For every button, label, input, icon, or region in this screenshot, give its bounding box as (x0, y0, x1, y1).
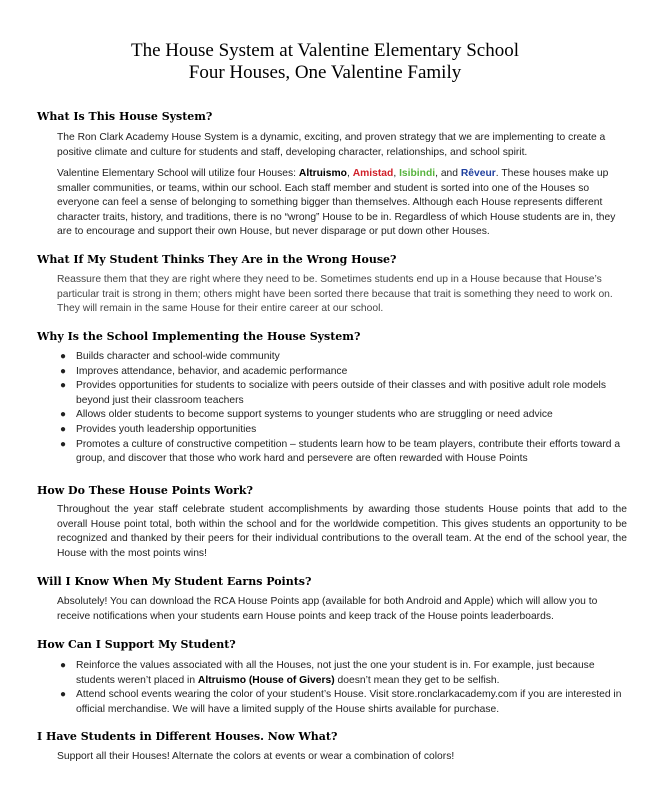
paragraph-house-points: Throughout the year staff celebrate student accomplishments by awarding those students House points that add to the overall House point total, both within the school and for the worldwide competition. This gives students an opportunity to be recognized and thanked by their peers for their individual contributions to the overall team. At the end of the school year, the House with the most points wins! (57, 504, 627, 559)
reasons-list (57, 350, 627, 467)
list-item-bold: Altruismo (House of Givers) (197, 674, 335, 686)
list-item-text: Allows older students to become support systems to younger students who are struggling or need advice (76, 409, 553, 421)
paragraph-app: Absolutely! You can download the RCA House Points app (available for both Android and Apple) which will allow you to receive notifications when your students earn House points and keep track of the House points leaderboards. (57, 596, 598, 622)
list-item (57, 438, 627, 467)
bullet-icon: ● (60, 689, 67, 701)
bullet-icon: ● (60, 423, 67, 435)
bullet-icon: ● (60, 351, 67, 362)
paragraph-four-houses (57, 167, 627, 240)
list-item (57, 365, 627, 380)
heading-different-houses: I Have Students in Different Houses. Now What? (37, 730, 338, 743)
separator: , (393, 168, 400, 179)
bullet-icon: ● (60, 409, 67, 421)
list-item (57, 688, 627, 717)
paragraph-intro: The Ron Clark Academy House System is a dynamic, exciting, and proven strategy that we are implementing to create a positive climate and culture for students and staff, developing character, relationships, and school spirit. (57, 132, 606, 158)
list-item (57, 379, 627, 408)
bullet-icon: ● (60, 438, 67, 450)
bullet-icon: ● (60, 660, 67, 671)
list-item (57, 423, 627, 438)
house-amistad: Amistad (352, 168, 394, 179)
list-item-text: Builds character and school-wide community (76, 351, 280, 362)
list-item-text: Provides opportunities for students to socialize with peers outside of their classes and with positive adult role models beyond just their classroom teachers (76, 380, 606, 406)
list-item-lead: Reinforce the values associated with all the Houses, not just the one your student is in. For example, just because students weren’t placed in (76, 660, 595, 686)
list-item-text: Provides youth leadership opportunities (76, 423, 257, 435)
paragraph-rest: . These houses make up smaller communities, or teams, within our school. Each staff member and student is sorted into one of the Houses so everyone can feel a sense of belonging to something bigger than themselves. Although each House represents different character traits, history, and traditions, there is no “wrong” House to be in. Regardless of which House students are in, they are to encourage and support their own House, but never disparage or put down other Houses. (57, 168, 616, 238)
paragraph-lead: Valentine Elementary School will utilize four Houses: (57, 168, 299, 179)
support-list (57, 659, 627, 717)
document-title: The House System at Valentine Elementary School (130, 40, 519, 61)
list-item-text: Attend school events wearing the color of your student’s House. Visit store.ronclarkacademy.com if you are interested in official merchandise. We will have a limited supply of the House shirts available for purchase. (76, 689, 622, 715)
list-item-text: Promotes a culture of constructive competition – students learn how to be team players, contribute their efforts toward a group, and discover that those who work hard and persevere are often rewarded with House Points (76, 438, 621, 465)
heading-know-points: Will I Know When My Student Earns Points? (37, 575, 312, 588)
heading-wrong-house: What If My Student Thinks They Are in the Wrong House? (37, 253, 397, 266)
list-item (57, 659, 627, 688)
list-item (57, 350, 627, 365)
heading-support-student: How Can I Support My Student? (37, 638, 236, 651)
house-reveur: Rêveur (460, 168, 496, 179)
heading-what-is-house-system: What Is This House System? (37, 110, 213, 123)
document-subtitle: Four Houses, One Valentine Family (188, 62, 462, 83)
list-item (57, 408, 627, 423)
separator: , (346, 168, 353, 179)
house-altruismo: Altruismo (298, 168, 347, 179)
paragraph-support-all: Support all their Houses! Alternate the colors at events or wear a combination of colors! (57, 751, 455, 762)
separator: , and (435, 168, 461, 179)
bullet-icon: ● (60, 365, 67, 377)
paragraph-reassure: Reassure them that they are right where they need to be. Sometimes students end up in a House because that House’s particular trait is strong in them; others might have been sorted there because that trait is something they need to work on. They will remain in the same House for their entire career at our school. (57, 274, 613, 315)
house-isibindi: Isibindi (399, 168, 436, 179)
list-item-text: Improves attendance, behavior, and academic performance (76, 365, 348, 377)
heading-why-implementing: Why Is the School Implementing the House System? (37, 330, 361, 343)
list-item-rest: doesn’t mean they get to be selfish. (334, 674, 500, 686)
heading-house-points: How Do These House Points Work? (37, 484, 253, 497)
bullet-icon: ● (60, 380, 67, 392)
